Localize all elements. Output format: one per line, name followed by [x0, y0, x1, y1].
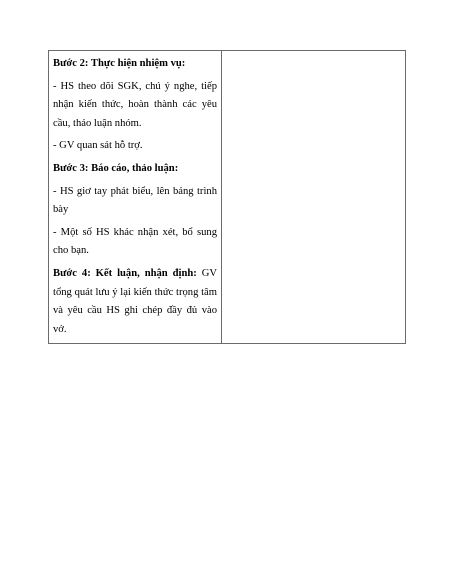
step-3-item: - Một số HS khác nhận xét, bổ sung cho bạn. [53, 226, 217, 257]
product-cell [222, 51, 406, 344]
table-row [49, 51, 406, 344]
step-2-item: - GV quan sát hỗ trợ. [53, 140, 143, 152]
lesson-table [48, 50, 406, 344]
product-content [222, 51, 405, 55]
step-2-heading: Bước 2: Thực hiện nhiệm vụ: [53, 58, 186, 69]
step-3-item: - HS giơ tay phát biểu, lên bảng trình bày [53, 185, 217, 216]
activity-cell [49, 51, 222, 344]
activity-content [49, 51, 221, 339]
step-4-paragraph [53, 265, 217, 339]
step-2-item: - HS theo dõi SGK, chú ý nghe, tiếp nhận kiến thức, hoàn thành các yêu cầu, thảo luận nhóm. [53, 80, 217, 129]
step-3-heading: Bước 3: Báo cáo, thảo luận: [53, 162, 179, 174]
step-4-text: GV tổng quát lưu ý lại kiến thức trọng tâm và yêu cầu HS ghi chép đầy đủ vào vở. [53, 267, 218, 335]
step-4-heading: Bước 4: Kết luận, nhận định: [53, 267, 197, 279]
